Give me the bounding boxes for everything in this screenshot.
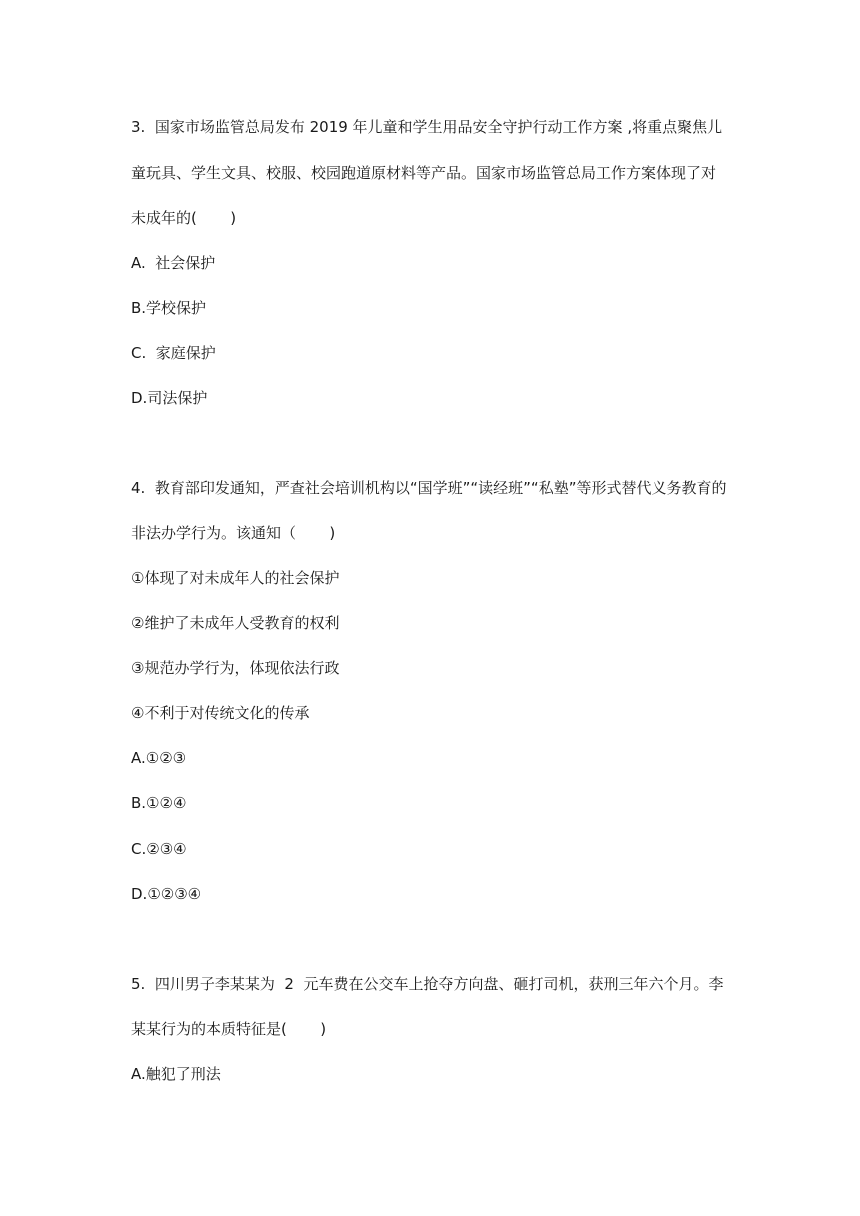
question-4-stem-line-2: 非法办学行为。该通知（ ): [131, 524, 336, 542]
question-5-option-a: A.触犯了刑法: [131, 1065, 221, 1083]
question-4-option-d: D.①②③④: [131, 885, 202, 903]
question-3-option-d: D.司法保护: [131, 389, 208, 407]
question-5-stem-line-1: 5. 四川男子李某某为 2 元车费在公交车上抢夺方向盘、砸打司机，获刑三年六个月。李: [131, 975, 724, 993]
question-3-option-a: A. 社会保护: [131, 254, 216, 272]
question-4-option-a: A.①②③: [131, 749, 187, 767]
question-4-option-c: C.②③④: [131, 840, 187, 858]
question-3-stem-line-3: 未成年的( ): [131, 209, 237, 227]
question-5-stem-line-2: 某某行为的本质特征是( ): [131, 1020, 327, 1038]
question-4-statement-3: ③规范办学行为，体现依法行政: [131, 659, 340, 677]
question-4-option-b: B.①②④: [131, 794, 187, 812]
question-4-statement-4: ④不利于对传统文化的传承: [131, 704, 310, 722]
question-3-stem-line-2: 童玩具、学生文具、校服、校园跑道原材料等产品。国家市场监管总局工作方案体现了对: [131, 164, 717, 182]
question-3-option-b: B.学校保护: [131, 299, 207, 317]
question-4-stem-line-1: 4. 教育部印发通知，严查社会培训机构以“国学班”“读经班”“私塾”等形式替代义务教育的: [131, 479, 727, 497]
question-3-stem-line-1: 3. 国家市场监管总局发布 2019 年儿童和学生用品安全守护行动工作方案 ,将重点聚焦儿: [131, 118, 723, 136]
question-3-option-c: C. 家庭保护: [131, 344, 216, 362]
question-4-statement-1: ①体现了对未成年人的社会保护: [131, 569, 340, 587]
question-4-statement-2: ②维护了未成年人受教育的权利: [131, 614, 340, 632]
